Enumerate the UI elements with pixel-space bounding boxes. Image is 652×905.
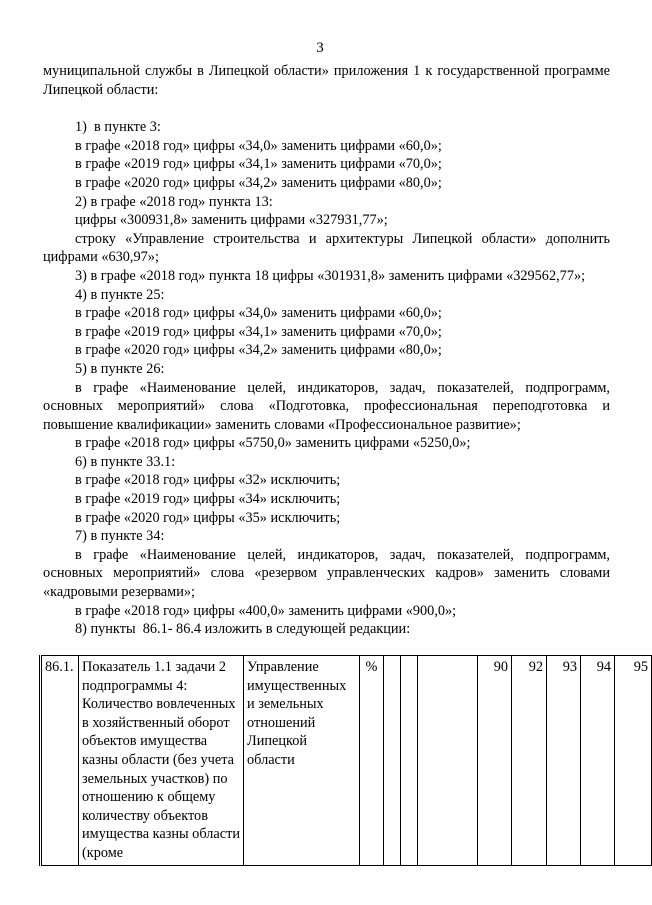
paragraph: в графе «2020 год» цифры «35» исключить;	[75, 509, 341, 526]
paragraph-gap	[43, 99, 610, 118]
paragraph: в графе «2018 год» цифры «32» исключить;	[75, 472, 341, 489]
document-body	[43, 62, 610, 639]
paragraph: в графе «Наименование целей, индикаторов, задач, показателей, подпрограмм, основных мероприятий» слова «Подготовка, профессиональная переподготовка и повышение квалификации» заменить словами «Профессиональное развитие»;	[43, 379, 610, 433]
paragraph: строку «Управление строительства и архитектуры Липецкой области» дополнить цифрами «630,97»;	[43, 230, 610, 266]
paragraph: в графе «2019 год» цифры «34,1» заменить цифрами «70,0»;	[75, 156, 442, 173]
value-cell: 93	[547, 656, 581, 866]
paragraph: в графе «2019 год» цифры «34,1» заменить цифрами «70,0»;	[75, 323, 442, 340]
paragraph: в графе «2018 год» цифры «34,0» заменить цифрами «60,0»;	[75, 137, 442, 154]
paragraph: в графе «2018 год» цифры «34,0» заменить цифрами «60,0»;	[75, 305, 442, 322]
empty-cell	[418, 656, 478, 866]
paragraph: 4) в пункте 25:	[75, 286, 165, 303]
paragraph: в графе «2020 год» цифры «34,2» заменить цифрами «80,0»;	[75, 342, 442, 359]
paragraph: муниципальной службы в Липецкой области» приложения 1 к государственной программе Липецкой области:	[43, 63, 610, 98]
paragraph: 7) в пункте 34:	[75, 528, 165, 545]
empty-cell	[384, 656, 401, 866]
paragraph: в графе «2018 год» цифры «5750,0» заменить цифрами «5250,0»;	[75, 435, 471, 452]
paragraph: цифры «300931,8» заменить цифрами «327931,77»;	[75, 212, 388, 229]
value-cell: 94	[581, 656, 615, 866]
row-number-cell: 86.1.	[41, 656, 79, 866]
table-row	[41, 656, 652, 866]
value-cell: 90	[478, 656, 512, 866]
empty-cell	[401, 656, 418, 866]
paragraph: 6) в пункте 33.1:	[75, 453, 176, 470]
paragraph: в графе «2020 год» цифры «34,2» заменить цифрами «80,0»;	[75, 174, 442, 191]
paragraph: 5) в пункте 26:	[75, 360, 165, 377]
page-number: 3	[316, 40, 324, 56]
indicator-name-cell: Показатель 1.1 задачи 2 подпрограммы 4: Количество вовлеченных в хозяйственный оборот объектов имущества казны области (без учета земельных участков) по отношению к общему количеству объектов имущества казны области (кроме	[79, 656, 244, 866]
paragraph: 3) в графе «2018 год» пункта 18 цифры «301931,8» заменить цифрами «329562,77»;	[75, 267, 586, 284]
paragraph: 8) пункты 86.1- 86.4 изложить в следующей редакции:	[75, 621, 411, 638]
paragraph: в графе «Наименование целей, индикаторов, задач, показателей, подпрограмм, основных мероприятий» слова «резервом управленческих кадров» заменить словами «кадровыми резервами»;	[43, 546, 610, 601]
paragraph: в графе «2018 год» цифры «400,0» заменить цифрами «900,0»;	[75, 602, 457, 619]
executor-cell: Управление имущественных и земельных отношений Липецкой области	[244, 656, 360, 866]
paragraph: 2) в графе «2018 год» пункта 13:	[75, 193, 273, 210]
paragraph: 1) в пункте 3:	[75, 119, 161, 136]
value-cell: 92	[512, 656, 547, 866]
unit-cell: %	[360, 656, 384, 866]
indicators-table	[39, 655, 652, 866]
value-cell: 95	[615, 656, 652, 866]
paragraph: в графе «2019 год» цифры «34» исключить;	[75, 491, 341, 508]
